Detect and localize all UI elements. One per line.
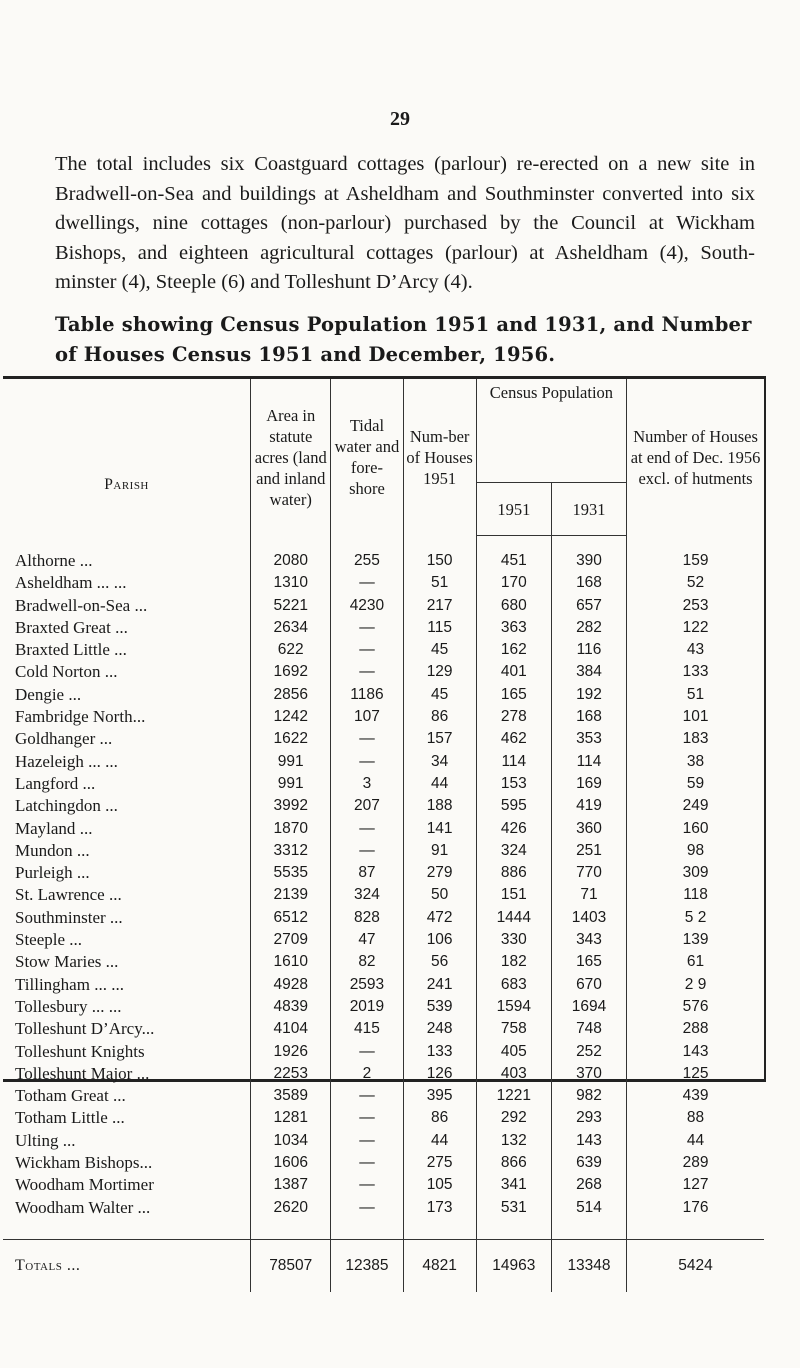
totals-pop-1931: 13348 xyxy=(551,1239,626,1292)
table-row xyxy=(3,1063,764,1085)
row-houses-1956: 183 xyxy=(627,728,764,750)
row-pop-1931: 168 xyxy=(551,706,626,728)
row-houses-1956: 5 2 xyxy=(627,907,764,929)
row-houses-1956: 51 xyxy=(627,684,764,706)
row-parish: Braxted Little ... xyxy=(15,640,127,660)
row-parish: Southminster ... xyxy=(15,907,123,927)
row-houses-1956: 139 xyxy=(627,929,764,951)
row-pop-1931: 770 xyxy=(551,862,626,884)
row-tidal: 828 xyxy=(331,907,403,929)
row-tidal: 2 xyxy=(331,1063,403,1085)
row-tidal: 2593 xyxy=(331,974,403,996)
table-row xyxy=(3,1130,764,1152)
row-houses-1951: 126 xyxy=(403,1063,476,1085)
row-houses-1951: 275 xyxy=(403,1152,476,1174)
row-pop-1931: 165 xyxy=(551,951,626,973)
header-houses-1951: Num-ber of Houses 1951 xyxy=(403,379,476,536)
table-row xyxy=(3,795,764,817)
row-area: 1310 xyxy=(251,572,331,594)
row-houses-1951: 51 xyxy=(403,572,476,594)
row-houses-1951: 86 xyxy=(403,1107,476,1129)
row-parish: Stow Maries ... xyxy=(15,952,119,972)
row-houses-1951: 188 xyxy=(403,795,476,817)
row-area: 1606 xyxy=(251,1152,331,1174)
row-pop-1931: 384 xyxy=(551,661,626,683)
table-row xyxy=(3,661,764,683)
row-pop-1931: 252 xyxy=(551,1041,626,1063)
row-tidal: 82 xyxy=(331,951,403,973)
row-houses-1951: 472 xyxy=(403,907,476,929)
row-pop-1931: 748 xyxy=(551,1018,626,1040)
row-tidal: 2019 xyxy=(331,996,403,1018)
row-parish: Latchingdon ... xyxy=(15,796,118,816)
row-pop-1931: 982 xyxy=(551,1085,626,1107)
row-parish: Mundon ... xyxy=(15,840,90,860)
row-houses-1951: 241 xyxy=(403,974,476,996)
table-row xyxy=(3,1107,764,1129)
table-row xyxy=(3,728,764,750)
row-area: 5535 xyxy=(251,862,331,884)
row-area: 2709 xyxy=(251,929,331,951)
row-pop-1931: 639 xyxy=(551,1152,626,1174)
row-tidal: — xyxy=(331,751,403,773)
row-houses-1951: 395 xyxy=(403,1085,476,1107)
row-pop-1951: 462 xyxy=(476,728,551,750)
row-parish: St. Lawrence ... xyxy=(15,885,122,905)
row-tidal: — xyxy=(331,617,403,639)
row-pop-1951: 531 xyxy=(476,1197,551,1219)
row-parish: Woodham Mortimer xyxy=(15,1175,154,1195)
row-pop-1951: 330 xyxy=(476,929,551,951)
row-houses-1956: 253 xyxy=(627,595,764,617)
row-pop-1951: 153 xyxy=(476,773,551,795)
table-row xyxy=(3,639,764,661)
row-pop-1931: 657 xyxy=(551,595,626,617)
row-area: 2139 xyxy=(251,884,331,906)
row-parish: Totham Little ... xyxy=(15,1108,125,1128)
header-houses-1956: Number of Houses at end of Dec. 1956 excl. of hutments xyxy=(627,379,764,536)
row-pop-1951: 170 xyxy=(476,572,551,594)
row-pop-1951: 114 xyxy=(476,751,551,773)
row-pop-1951: 292 xyxy=(476,1107,551,1129)
row-tidal: — xyxy=(331,1152,403,1174)
table-row xyxy=(3,929,764,951)
row-parish: Woodham Walter ... xyxy=(15,1197,151,1217)
table-row xyxy=(3,974,764,996)
row-houses-1951: 157 xyxy=(403,728,476,750)
row-pop-1931: 268 xyxy=(551,1174,626,1196)
totals-label: Totals ... xyxy=(3,1239,251,1292)
row-houses-1951: 105 xyxy=(403,1174,476,1196)
row-area: 1242 xyxy=(251,706,331,728)
row-parish: Goldhanger ... xyxy=(15,729,113,749)
row-tidal: 3 xyxy=(331,773,403,795)
row-pop-1951: 886 xyxy=(476,862,551,884)
row-pop-1951: 341 xyxy=(476,1174,551,1196)
row-pop-1951: 151 xyxy=(476,884,551,906)
row-tidal: 1186 xyxy=(331,684,403,706)
row-houses-1951: 106 xyxy=(403,929,476,951)
row-pop-1931: 343 xyxy=(551,929,626,951)
row-pop-1931: 143 xyxy=(551,1130,626,1152)
row-houses-1951: 44 xyxy=(403,1130,476,1152)
row-houses-1951: 150 xyxy=(403,550,476,572)
row-pop-1951: 1444 xyxy=(476,907,551,929)
row-houses-1951: 173 xyxy=(403,1197,476,1219)
row-houses-1956: 38 xyxy=(627,751,764,773)
row-pop-1951: 1221 xyxy=(476,1085,551,1107)
row-pop-1931: 390 xyxy=(551,550,626,572)
table-row xyxy=(3,862,764,884)
table-row xyxy=(3,840,764,862)
census-table xyxy=(3,379,764,1292)
table-body xyxy=(3,536,764,1219)
row-parish: Tollesbury ... ... xyxy=(15,996,122,1016)
totals-houses-1956: 5424 xyxy=(627,1239,764,1292)
row-parish: Ulting ... xyxy=(15,1130,76,1150)
row-houses-1951: 133 xyxy=(403,1041,476,1063)
row-pop-1931: 251 xyxy=(551,840,626,862)
table-row xyxy=(3,884,764,906)
row-pop-1931: 71 xyxy=(551,884,626,906)
row-parish: Purleigh ... xyxy=(15,863,90,883)
row-houses-1956: 133 xyxy=(627,661,764,683)
row-houses-1951: 91 xyxy=(403,840,476,862)
row-pop-1951: 165 xyxy=(476,684,551,706)
row-pop-1931: 168 xyxy=(551,572,626,594)
table-row xyxy=(3,1085,764,1107)
row-pop-1931: 360 xyxy=(551,818,626,840)
row-houses-1951: 217 xyxy=(403,595,476,617)
row-houses-1956: 122 xyxy=(627,617,764,639)
row-area: 5221 xyxy=(251,595,331,617)
row-area: 2620 xyxy=(251,1197,331,1219)
row-area: 1387 xyxy=(251,1174,331,1196)
row-parish: Bradwell-on-Sea ... xyxy=(15,595,148,615)
row-tidal: — xyxy=(331,840,403,862)
row-pop-1951: 162 xyxy=(476,639,551,661)
row-houses-1951: 34 xyxy=(403,751,476,773)
row-tidal: 324 xyxy=(331,884,403,906)
table-row xyxy=(3,996,764,1018)
row-pop-1951: 405 xyxy=(476,1041,551,1063)
row-area: 3312 xyxy=(251,840,331,862)
row-pop-1951: 401 xyxy=(476,661,551,683)
header-census-population: Census Population xyxy=(476,379,626,483)
row-houses-1956: 143 xyxy=(627,1041,764,1063)
table-row xyxy=(3,706,764,728)
row-area: 2634 xyxy=(251,617,331,639)
row-houses-1956: 249 xyxy=(627,795,764,817)
row-pop-1951: 683 xyxy=(476,974,551,996)
row-houses-1956: 576 xyxy=(627,996,764,1018)
row-area: 1281 xyxy=(251,1107,331,1129)
row-pop-1951: 278 xyxy=(476,706,551,728)
row-area: 3992 xyxy=(251,795,331,817)
table-row xyxy=(3,751,764,773)
row-houses-1956: 127 xyxy=(627,1174,764,1196)
row-area: 991 xyxy=(251,773,331,795)
row-parish: Althorne ... xyxy=(15,551,93,570)
row-pop-1951: 403 xyxy=(476,1063,551,1085)
row-houses-1956: 176 xyxy=(627,1197,764,1219)
row-area: 2856 xyxy=(251,684,331,706)
row-houses-1956: 101 xyxy=(627,706,764,728)
row-tidal: — xyxy=(331,661,403,683)
row-houses-1956: 309 xyxy=(627,862,764,884)
table-row xyxy=(3,773,764,795)
table-row xyxy=(3,907,764,929)
header-area: Area in statute acres (land and inland water) xyxy=(251,379,331,536)
row-tidal: — xyxy=(331,1174,403,1196)
row-pop-1931: 116 xyxy=(551,639,626,661)
totals-tidal: 12385 xyxy=(331,1239,403,1292)
row-area: 1034 xyxy=(251,1130,331,1152)
row-houses-1956: 43 xyxy=(627,639,764,661)
row-pop-1951: 1594 xyxy=(476,996,551,1018)
row-tidal: 207 xyxy=(331,795,403,817)
row-parish: Tolleshunt D’Arcy... xyxy=(15,1019,155,1039)
row-pop-1951: 680 xyxy=(476,595,551,617)
row-tidal: 255 xyxy=(331,550,403,572)
header-pop-1951: 1951 xyxy=(476,483,551,536)
row-houses-1951: 44 xyxy=(403,773,476,795)
row-pop-1931: 670 xyxy=(551,974,626,996)
census-table-container xyxy=(3,376,766,1274)
row-houses-1951: 141 xyxy=(403,818,476,840)
row-area: 4928 xyxy=(251,974,331,996)
table-row xyxy=(3,595,764,617)
row-area: 1692 xyxy=(251,661,331,683)
row-parish: Totham Great ... xyxy=(15,1086,126,1106)
row-houses-1951: 115 xyxy=(403,617,476,639)
row-tidal: — xyxy=(331,1085,403,1107)
row-parish: Fambridge North... xyxy=(15,707,146,727)
row-area: 991 xyxy=(251,751,331,773)
totals-row xyxy=(3,1239,764,1292)
row-tidal: 107 xyxy=(331,706,403,728)
row-pop-1951: 132 xyxy=(476,1130,551,1152)
row-tidal: 87 xyxy=(331,862,403,884)
row-houses-1951: 248 xyxy=(403,1018,476,1040)
row-area: 1622 xyxy=(251,728,331,750)
row-houses-1951: 279 xyxy=(403,862,476,884)
row-tidal: 415 xyxy=(331,1018,403,1040)
table-row xyxy=(3,1152,764,1174)
header-tidal: Tidal water and fore-shore xyxy=(331,379,403,536)
row-pop-1931: 514 xyxy=(551,1197,626,1219)
row-houses-1951: 45 xyxy=(403,684,476,706)
header-pop-1931: 1931 xyxy=(551,483,626,536)
row-houses-1956: 159 xyxy=(627,550,764,572)
row-houses-1956: 2 9 xyxy=(627,974,764,996)
row-parish: Hazeleigh ... ... xyxy=(15,751,118,771)
row-houses-1956: 61 xyxy=(627,951,764,973)
row-houses-1956: 439 xyxy=(627,1085,764,1107)
table-row xyxy=(3,951,764,973)
row-pop-1931: 114 xyxy=(551,751,626,773)
row-pop-1931: 1694 xyxy=(551,996,626,1018)
table-row xyxy=(3,1018,764,1040)
row-houses-1951: 56 xyxy=(403,951,476,973)
totals-area: 78507 xyxy=(251,1239,331,1292)
row-area: 2080 xyxy=(251,550,331,572)
row-area: 1870 xyxy=(251,818,331,840)
table-row xyxy=(3,572,764,594)
row-area: 4104 xyxy=(251,1018,331,1040)
row-pop-1931: 353 xyxy=(551,728,626,750)
row-parish: Tolleshunt Major ... xyxy=(15,1063,150,1083)
row-area: 3589 xyxy=(251,1085,331,1107)
row-pop-1951: 426 xyxy=(476,818,551,840)
table-row xyxy=(3,684,764,706)
row-houses-1951: 539 xyxy=(403,996,476,1018)
row-pop-1931: 169 xyxy=(551,773,626,795)
row-pop-1951: 324 xyxy=(476,840,551,862)
row-houses-1951: 86 xyxy=(403,706,476,728)
row-pop-1931: 1403 xyxy=(551,907,626,929)
row-houses-1956: 44 xyxy=(627,1130,764,1152)
row-houses-1956: 98 xyxy=(627,840,764,862)
row-parish: Asheldham ... ... xyxy=(15,573,127,593)
table-row xyxy=(3,1197,764,1219)
row-parish: Langford ... xyxy=(15,773,96,793)
row-tidal: — xyxy=(331,1041,403,1063)
row-parish: Steeple ... xyxy=(15,930,83,950)
table-row xyxy=(3,1174,764,1196)
row-tidal: — xyxy=(331,1107,403,1129)
row-parish: Tolleshunt Knights xyxy=(15,1041,145,1061)
row-tidal: 47 xyxy=(331,929,403,951)
header-parish: Parish xyxy=(104,476,149,494)
row-pop-1951: 451 xyxy=(476,550,551,572)
row-houses-1956: 88 xyxy=(627,1107,764,1129)
row-parish: Dengie ... xyxy=(15,684,82,704)
row-houses-1951: 129 xyxy=(403,661,476,683)
row-houses-1956: 59 xyxy=(627,773,764,795)
row-parish: Cold Norton ... xyxy=(15,662,118,682)
row-area: 4839 xyxy=(251,996,331,1018)
row-tidal: — xyxy=(331,818,403,840)
row-pop-1931: 293 xyxy=(551,1107,626,1129)
row-pop-1931: 370 xyxy=(551,1063,626,1085)
totals-pop-1951: 14963 xyxy=(476,1239,551,1292)
row-pop-1951: 595 xyxy=(476,795,551,817)
totals-houses: 4821 xyxy=(403,1239,476,1292)
row-area: 622 xyxy=(251,639,331,661)
row-tidal: — xyxy=(331,728,403,750)
row-pop-1951: 182 xyxy=(476,951,551,973)
table-title: Table showing Census Population 1951 and 1931, and Number of Houses Census 1951 and December, 1956. xyxy=(55,313,752,366)
table-row xyxy=(3,550,764,572)
row-area: 2253 xyxy=(251,1063,331,1085)
table-row xyxy=(3,617,764,639)
table-row xyxy=(3,1041,764,1063)
row-houses-1956: 52 xyxy=(627,572,764,594)
intro-paragraph: The total includes six Coastguard cottages (parlour) re-erected on a new site in Bradwell-on-Sea and buildings at Asheldham and Southminster converted into six dwellings, nine cottages (non-parlour) purchased by the Council at Wickham Bishops, and eighteen agricultural cottages (parlour) at Asheldham (4), South-minster (4), Steeple (6) and Tolleshunt D’Arcy (4). xyxy=(55,153,755,293)
row-pop-1951: 866 xyxy=(476,1152,551,1174)
row-houses-1956: 125 xyxy=(627,1063,764,1085)
row-area: 6512 xyxy=(251,907,331,929)
row-pop-1951: 758 xyxy=(476,1018,551,1040)
row-tidal: 4230 xyxy=(331,595,403,617)
row-tidal: — xyxy=(331,572,403,594)
row-houses-1951: 50 xyxy=(403,884,476,906)
row-tidal: — xyxy=(331,1197,403,1219)
row-pop-1931: 192 xyxy=(551,684,626,706)
row-pop-1931: 282 xyxy=(551,617,626,639)
row-houses-1956: 160 xyxy=(627,818,764,840)
row-houses-1956: 289 xyxy=(627,1152,764,1174)
row-tidal: — xyxy=(331,1130,403,1152)
page-number: 29 xyxy=(390,108,410,130)
row-area: 1926 xyxy=(251,1041,331,1063)
row-area: 1610 xyxy=(251,951,331,973)
row-parish: Wickham Bishops... xyxy=(15,1153,153,1173)
row-parish: Braxted Great ... xyxy=(15,617,128,637)
row-parish: Mayland ... xyxy=(15,818,93,838)
table-row xyxy=(3,818,764,840)
row-tidal: — xyxy=(331,639,403,661)
row-pop-1931: 419 xyxy=(551,795,626,817)
row-houses-1956: 288 xyxy=(627,1018,764,1040)
row-houses-1956: 118 xyxy=(627,884,764,906)
row-houses-1951: 45 xyxy=(403,639,476,661)
row-parish: Tillingham ... ... xyxy=(15,974,124,994)
row-pop-1951: 363 xyxy=(476,617,551,639)
